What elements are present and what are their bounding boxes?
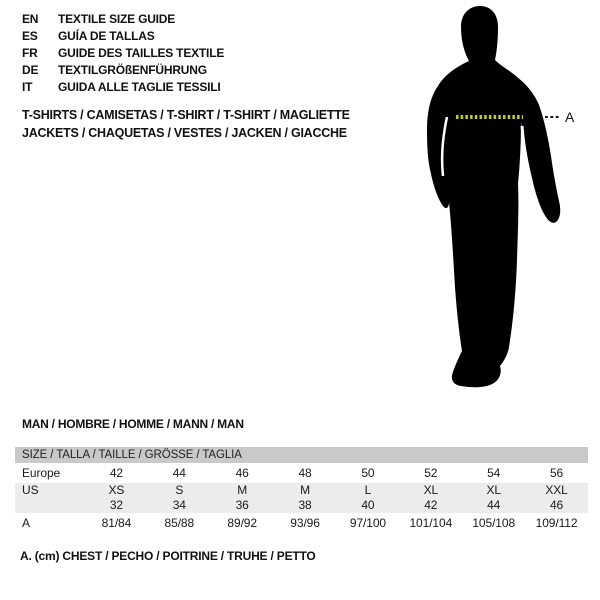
row-label-us: US — [22, 483, 39, 497]
table-row-europe — [15, 463, 588, 483]
table-cell: 42 — [109, 466, 124, 480]
table-cell: 81/84 — [101, 516, 132, 530]
table-row-us — [15, 483, 588, 513]
table-cell: 50 — [361, 466, 375, 480]
language-text: GUÍA DE TALLAS — [58, 28, 155, 43]
table-cell: M 36 — [235, 483, 249, 512]
man-silhouette-svg — [410, 0, 600, 400]
language-row — [22, 10, 224, 27]
row-label-a: A — [22, 516, 30, 530]
table-cell: XL 44 — [486, 483, 501, 512]
language-text: TEXTILE SIZE GUIDE — [58, 11, 176, 26]
language-row — [22, 27, 224, 44]
table-cell: 93/96 — [290, 516, 320, 530]
man-silhouette — [427, 6, 560, 387]
section-title-man: MAN / HOMBRE / HOMME / MANN / MAN — [22, 417, 244, 431]
measure-label-a: A — [565, 109, 575, 125]
language-list — [22, 10, 224, 95]
size-table — [15, 447, 588, 533]
table-cell: 85/88 — [164, 516, 195, 530]
table-row-chest-a — [15, 513, 588, 533]
table-cell: 109/112 — [535, 516, 578, 530]
table-cell: XXL 46 — [545, 483, 568, 512]
table-cell: XS 32 — [108, 483, 125, 512]
language-code: FR — [22, 45, 38, 60]
row-label-europe: Europe — [22, 466, 61, 480]
table-cell: M 38 — [298, 483, 312, 512]
table-cell: 52 — [424, 466, 438, 480]
language-code: ES — [22, 28, 38, 43]
table-cell: S 34 — [172, 483, 186, 512]
language-row — [22, 78, 224, 95]
chest-footnote: A. (cm) CHEST / PECHO / POITRINE / TRUHE / PETTO — [20, 549, 316, 563]
table-cell: 46 — [235, 466, 249, 480]
language-text: TEXTILGRÖßENFÜHRUNG — [58, 62, 207, 77]
language-code: EN — [22, 11, 39, 26]
size-table-header: SIZE / TALLA / TAILLE / GRÖSSE / TAGLIA — [15, 447, 588, 463]
language-row — [22, 61, 224, 78]
table-cell: 97/100 — [349, 516, 386, 530]
language-code: DE — [22, 62, 39, 77]
man-figure — [410, 0, 600, 400]
table-cell: 89/92 — [227, 516, 257, 530]
table-cell: 54 — [487, 466, 501, 480]
language-code: IT — [22, 79, 33, 94]
table-cell: 56 — [549, 466, 564, 480]
category-line-tshirts: T-SHIRTS / CAMISETAS / T-SHIRT / T-SHIRT / MAGLIETTE — [22, 108, 350, 122]
table-cell: XL 42 — [423, 483, 439, 512]
table-cell: 101/104 — [409, 516, 453, 530]
language-text: GUIDE DES TAILLES TEXTILE — [58, 45, 225, 60]
table-cell: 48 — [298, 466, 312, 480]
table-cell: 44 — [172, 466, 186, 480]
table-cell: L 40 — [361, 483, 375, 512]
language-row — [22, 44, 224, 61]
language-text: GUIDA ALLE TAGLIE TESSILI — [58, 79, 221, 94]
category-lines — [22, 107, 350, 142]
table-cell: 105/108 — [472, 516, 516, 530]
category-line-jackets: JACKETS / CHAQUETAS / VESTES / JACKEN / GIACCHE — [22, 125, 347, 140]
